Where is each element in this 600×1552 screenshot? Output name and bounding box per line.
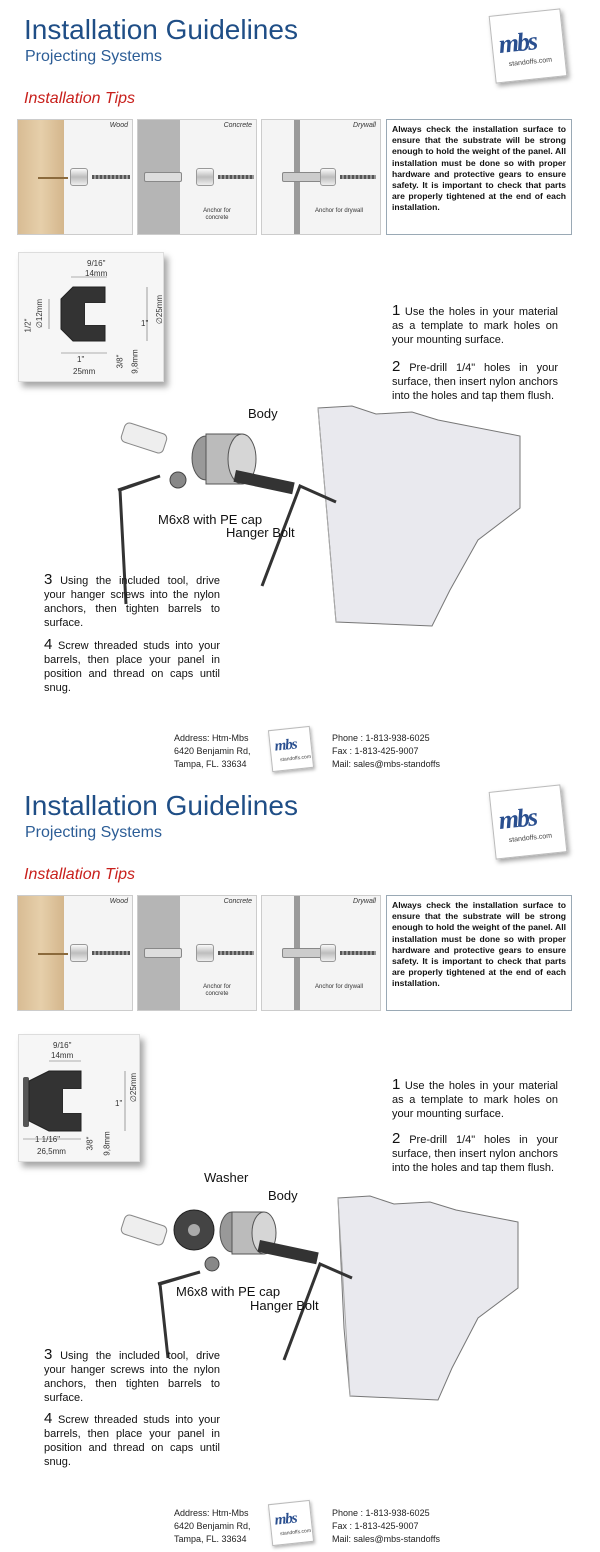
logo-text: mbs <box>497 802 538 835</box>
safety-warning: Always check the installation surface to ensure that the substrate will be strong enough to hold the weight of the panel. All installation must be done so with proper hardware and protective gears to ensure safety. It is important to check that parts are properly tightened at the end of each installation. <box>386 119 572 235</box>
safety-warning: Always check the installation surface to ensure that the substrate will be strong enough to hold the weight of the panel. All installation must be done so with proper hardware and protective gears to ensure safety. It is important to check that parts are properly tightened at the end of each installation. <box>386 895 572 1011</box>
wood-label: Wood <box>109 898 128 905</box>
dim-small-mm: 9,8mm <box>130 349 140 374</box>
dim-top-mm: 14mm <box>85 269 108 278</box>
concrete-panel <box>137 119 257 235</box>
part-label-bolt: Hanger Bolt <box>250 1298 319 1313</box>
footer-logo-text: mbs <box>273 1510 298 1529</box>
mbs-logo <box>489 8 568 83</box>
page-subtitle: Projecting Systems <box>25 824 162 841</box>
concrete-anchor-note: Anchor for concrete <box>203 208 231 221</box>
step-4-text: Screw threaded studs into your barrels, then place your panel in position and thread on caps until snug. <box>44 1414 220 1468</box>
step-4 <box>44 1412 220 1469</box>
drywall-panel <box>261 895 381 1011</box>
step-2-text: Pre-drill 1/4" holes in your surface, then insert nylon anchors into the holes and tap them flush. <box>392 362 558 402</box>
screw-icon <box>340 951 376 955</box>
drywall-label: Drywall <box>353 122 376 129</box>
step-3-text: Using the included tool, drive your hanger screws into the nylon anchors, then tighten barrels to surface. <box>44 1350 221 1404</box>
dim-small-mm: 9,8mm <box>102 1131 112 1156</box>
wood-hole <box>38 953 68 955</box>
step-1-number: 1 <box>392 1076 401 1093</box>
dimension-drawing <box>18 1034 140 1162</box>
drywall-panel <box>261 119 381 235</box>
concrete-label: Concrete <box>223 898 252 905</box>
concrete-panel <box>137 895 257 1011</box>
dim-small-inch: 3/8" <box>85 1136 95 1151</box>
barrel-icon <box>196 168 214 186</box>
step-1 <box>392 1078 558 1121</box>
step-4-text: Screw threaded studs into your barrels, then place your panel in position and thread on caps until snug. <box>44 640 220 694</box>
sheet-2 <box>0 776 600 1552</box>
step-1-text: Use the holes in your material as a template to mark holes on your mounting surface. <box>392 1080 559 1120</box>
contact-fax: Fax : 1-813-425-9007 <box>332 746 419 756</box>
step-4-number: 4 <box>44 636 53 653</box>
contact-mail: Mail: sales@mbs-standoffs <box>332 1534 441 1544</box>
wood-panel <box>17 119 133 235</box>
dim-bottom-mm: 25mm <box>73 367 96 376</box>
drywall-anchor-note: Anchor for drywall <box>314 208 364 214</box>
drywall-label: Drywall <box>353 898 376 905</box>
dim-left-mm: ∅12mm <box>35 298 45 329</box>
address-line-3: Tampa, FL. 33634 <box>174 1534 247 1544</box>
dim-bottom-mm: 26,5mm <box>37 1147 66 1156</box>
footer-contact <box>332 1507 440 1546</box>
contact-phone: Phone : 1-813-938-6025 <box>332 1508 430 1518</box>
footer-logo <box>268 726 314 772</box>
footer-logo <box>268 1500 314 1546</box>
part-label-cap: M6x8 with PE cap <box>158 512 263 527</box>
mbs-logo <box>489 784 568 859</box>
step-3 <box>44 573 220 630</box>
contact-mail: Mail: sales@mbs-standoffs <box>332 759 441 769</box>
step-3-number: 3 <box>44 571 53 588</box>
barrel-icon <box>70 944 88 962</box>
part-label-cap: M6x8 with PE cap <box>176 1284 281 1299</box>
part-label-bolt: Hanger Bolt <box>226 525 295 540</box>
footer-logo-subtext: standoffs.com <box>279 1527 312 1538</box>
step-2-text: Pre-drill 1/4" holes in your surface, then insert nylon anchors into the holes and tap them flush. <box>392 1134 558 1174</box>
dim-small-inch: 3/8" <box>115 354 125 369</box>
dim-bottom-inch: 1" <box>77 355 85 364</box>
step-2-number: 2 <box>392 1130 401 1147</box>
barrel-icon <box>320 944 336 962</box>
dim-right-mm: ∅25mm <box>129 1072 139 1103</box>
screw-icon <box>218 175 254 179</box>
address-line-3: Tampa, FL. 33634 <box>174 759 247 769</box>
contact-phone: Phone : 1-813-938-6025 <box>332 733 430 743</box>
page-title: Installation Guidelines <box>24 14 298 45</box>
concrete-label: Concrete <box>223 122 252 129</box>
step-3-text: Using the included tool, drive your hanger screws into the nylon anchors, then tighten barrels to surface. <box>44 575 221 629</box>
barrel-icon <box>70 168 88 186</box>
address-line-1: Address: Htm-Mbs <box>174 1508 249 1518</box>
part-label-body: Body <box>248 406 278 421</box>
drywall-anchor-icon <box>282 172 322 182</box>
step-3 <box>44 1348 220 1405</box>
address-line-1: Address: Htm-Mbs <box>174 733 249 743</box>
dim-bottom-inch: 1 1/16" <box>35 1135 61 1144</box>
step-2-number: 2 <box>392 358 401 375</box>
step-2 <box>392 1132 558 1175</box>
address-line-2: 6420 Benjamin Rd, <box>174 1521 251 1531</box>
dim-top-mm: 14mm <box>51 1051 74 1060</box>
wood-label: Wood <box>109 122 128 129</box>
page-subtitle: Projecting Systems <box>25 48 162 65</box>
barrel-icon <box>196 944 214 962</box>
screw-icon <box>92 951 130 955</box>
dim-right-inch: 1" <box>141 319 149 328</box>
dim-right-inch: 1" <box>115 1099 123 1108</box>
logo-text: mbs <box>497 26 538 59</box>
part-label-body: Body <box>268 1188 298 1203</box>
step-4 <box>44 638 220 695</box>
concrete-anchor-icon <box>144 172 182 182</box>
part-label-washer: Washer <box>204 1170 249 1185</box>
tips-heading: Installation Tips <box>24 866 136 883</box>
address-line-2: 6420 Benjamin Rd, <box>174 746 251 756</box>
page-title: Installation Guidelines <box>24 790 298 821</box>
concrete-anchor-note: Anchor for concrete <box>203 984 231 997</box>
concrete-anchor-icon <box>144 948 182 958</box>
step-1-text: Use the holes in your material as a template to mark holes on your mounting surface. <box>392 306 559 346</box>
screw-icon <box>218 951 254 955</box>
tips-heading: Installation Tips <box>24 90 136 107</box>
dimension-drawing <box>18 252 164 382</box>
contact-fax: Fax : 1-813-425-9007 <box>332 1521 419 1531</box>
step-4-number: 4 <box>44 1410 53 1427</box>
dim-top-inch: 9/16" <box>53 1041 72 1050</box>
logo-subtext: standoffs.com <box>508 56 553 69</box>
dim-left-inch: 1/2" <box>23 318 33 333</box>
wood-hole <box>38 177 68 179</box>
footer-contact <box>332 732 440 771</box>
drywall-anchor-note: Anchor for drywall <box>314 984 364 990</box>
footer-address <box>174 1507 251 1546</box>
screw-icon <box>92 175 130 179</box>
barrel-icon <box>320 168 336 186</box>
dim-right-mm: ∅25mm <box>155 294 165 325</box>
logo-subtext: standoffs.com <box>508 832 553 845</box>
footer-logo-text: mbs <box>273 736 298 755</box>
dim-top-inch: 9/16" <box>87 259 106 268</box>
wood-panel <box>17 895 133 1011</box>
step-1 <box>392 304 558 347</box>
step-1-number: 1 <box>392 302 401 319</box>
step-3-number: 3 <box>44 1346 53 1363</box>
drywall-anchor-icon <box>282 948 322 958</box>
screw-icon <box>340 175 376 179</box>
footer-address <box>174 732 251 771</box>
footer-logo-subtext: standoffs.com <box>279 753 312 764</box>
